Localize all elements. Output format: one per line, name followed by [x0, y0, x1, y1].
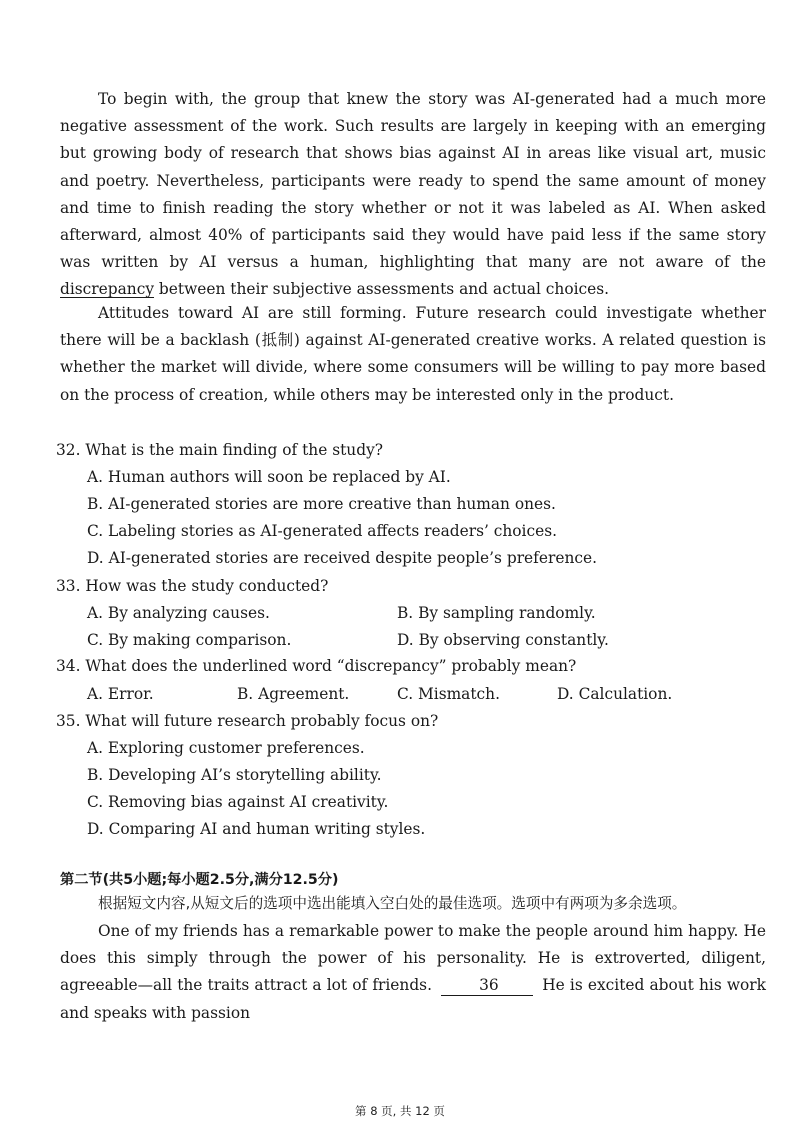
blank-36: 36: [441, 975, 533, 996]
section-2-text-before: One of my friends has a remarkable power to make the people around him happy. He does this simply through the power of his personality. He is extroverted, diligent, agreeable—all the traits attract a lot of friends.: [60, 922, 766, 995]
question-35-option-d: D. Comparing AI and human writing styles.: [87, 820, 426, 838]
question-35-option-c: C. Removing bias against AI creativity.: [87, 793, 389, 811]
question-34-option-d: D. Calculation.: [557, 685, 673, 703]
question-33-option-c: C. By making comparison.: [87, 631, 292, 649]
question-34-stem: 34. What does the underlined word “discrepancy” probably mean?: [56, 657, 577, 675]
page-footer: 第 8 页, 共 12 页: [355, 1104, 445, 1118]
section-2-instruction: 根据短文内容,从短文后的选项中选出能填入空白处的最佳选项。选项中有两项为多余选项。: [98, 895, 687, 912]
question-35-option-a: A. Exploring customer preferences.: [87, 739, 365, 757]
question-33-option-d: D. By observing constantly.: [397, 631, 609, 649]
question-33-option-b: B. By sampling randomly.: [397, 604, 596, 622]
question-35-option-b: B. Developing AI’s storytelling ability.: [87, 766, 382, 784]
question-35-stem: 35. What will future research probably focus on?: [56, 712, 439, 730]
question-34-option-c: C. Mismatch.: [397, 685, 500, 703]
question-34-option-a: A. Error.: [87, 685, 154, 703]
question-32-option-d: D. AI-generated stories are received despite people’s preference.: [87, 549, 597, 567]
question-32-option-a: A. Human authors will soon be replaced by AI.: [87, 468, 451, 486]
section-2-heading: 第二节(共5小题;每小题2.5分,满分12.5分): [60, 872, 339, 888]
question-32-stem: 32. What is the main finding of the study?: [56, 441, 384, 459]
question-32-option-c: C. Labeling stories as AI-generated affects readers’ choices.: [87, 522, 558, 540]
question-33-stem: 33. How was the study conducted?: [56, 577, 329, 595]
passage-p1-text-after: between their subjective assessments and actual choices.: [158, 280, 610, 299]
passage-paragraph-1: [60, 86, 766, 304]
question-34-option-b: B. Agreement.: [237, 685, 350, 703]
section-2-passage: [60, 918, 766, 1027]
underlined-word-discrepancy: discrepancy: [60, 280, 155, 299]
passage-paragraph-2: Attitudes toward AI are still forming. Future research could investigate whether there will be a backlash (抵制) against AI-generated creative works. A related question is whether the market will divide, where some consumers will be willing to pay more based on the process of creation, while others may be interested only in the product.: [60, 304, 766, 404]
section-2-text-after: He is excited about his work and speaks with passion: [60, 976, 766, 1022]
passage-p1-text-before: To begin with, the group that knew the story was AI-generated had a much more negative assessment of the work. Such results are largely in keeping with an emerging but growing body of research that shows bias against AI in areas like visual art, music and poetry. Nevertheless, participants were ready to spend the same amount of money and time to finish reading the story whether or not it was labeled as AI. When asked afterward, almost 40% of participants said they would have paid less if the same story was written by AI versus a human, highlighting that many are not aware of the: [60, 90, 766, 272]
question-33-option-a: A. By analyzing causes.: [87, 604, 270, 622]
question-32-option-b: B. AI-generated stories are more creative than human ones.: [87, 495, 556, 513]
